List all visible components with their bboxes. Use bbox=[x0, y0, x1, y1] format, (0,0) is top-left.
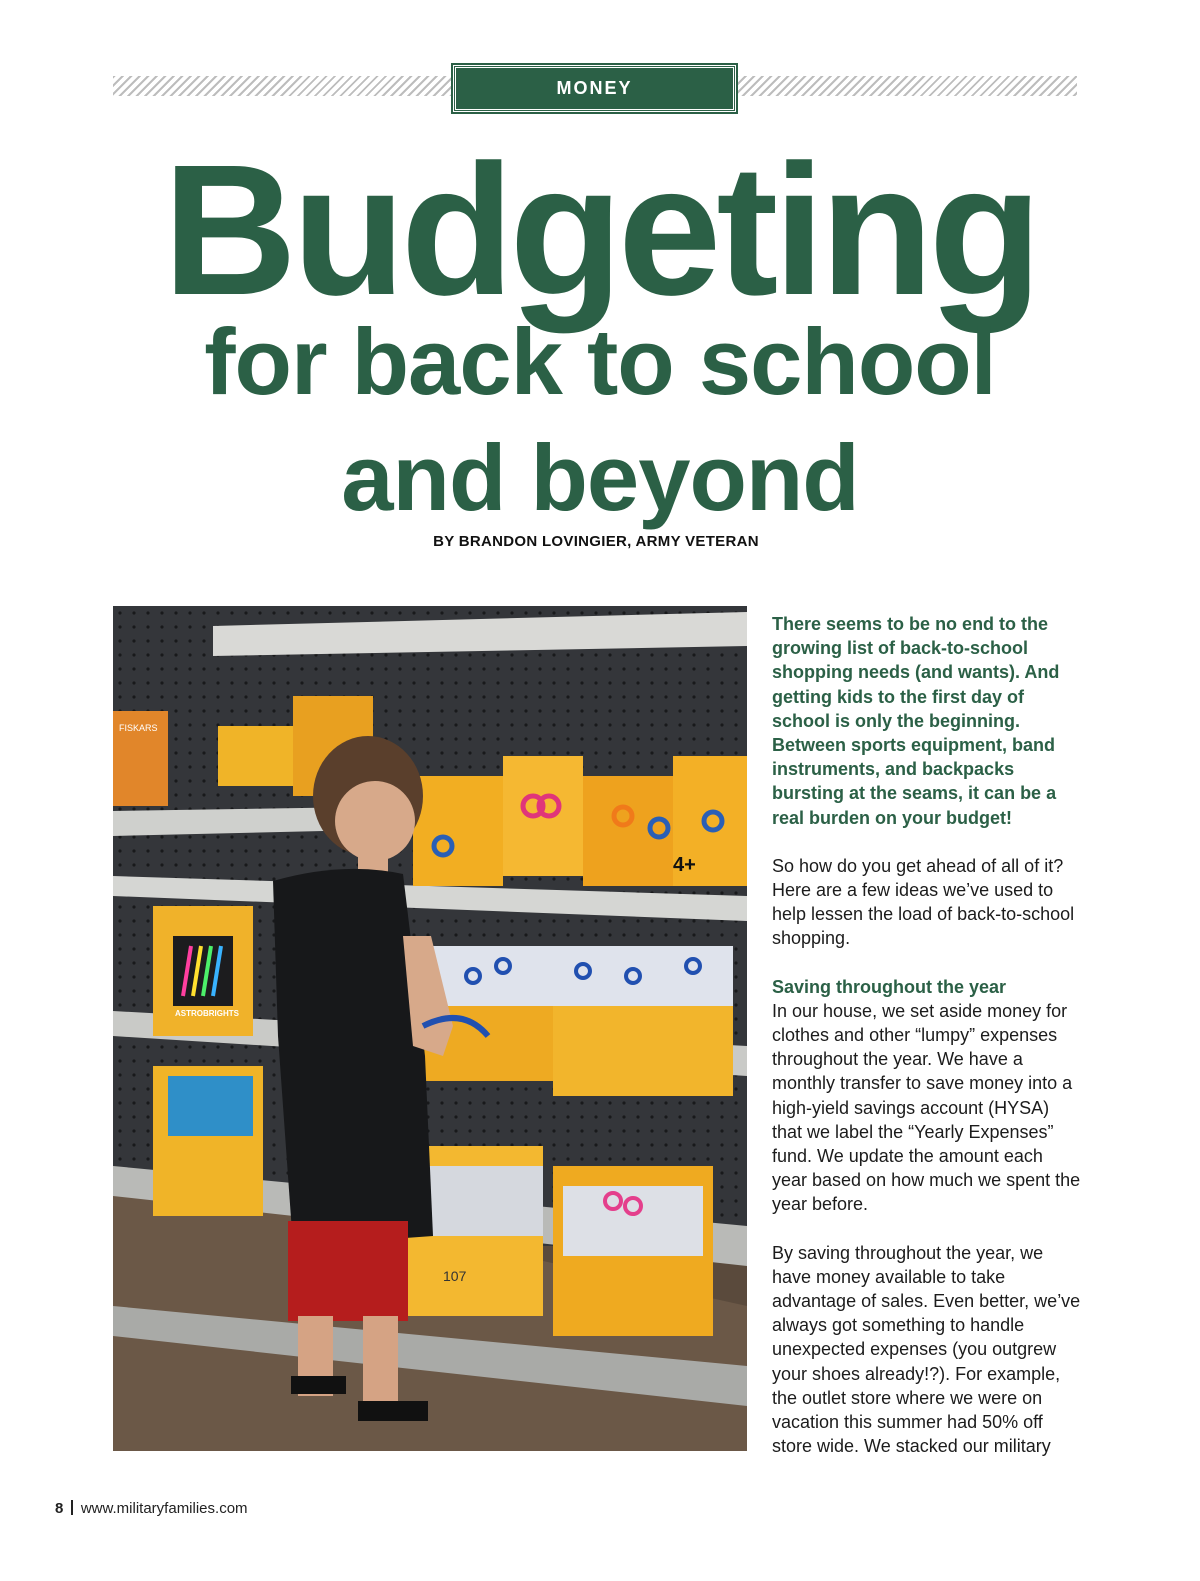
photo-crayon-label: ASTROBRIGHTS bbox=[175, 1009, 239, 1018]
article-paragraph-3: By saving throughout the year, we have money available to take advantage of sales. Even better, we’ve always got something to handle unexpected expenses (you outgrew your shoes already!?). For example, the outlet store where we were on vacation this summer had 50% off store wide. We stacked our military bbox=[772, 1242, 1081, 1457]
photo-age-label: 4+ bbox=[673, 854, 696, 876]
photo-aisle-label: 107 bbox=[443, 1268, 467, 1284]
headline-line-2: for back to school bbox=[204, 309, 996, 414]
section-tag: MONEY bbox=[453, 65, 736, 112]
article-photo bbox=[113, 606, 747, 1451]
article-paragraph-2: In our house, we set aside money for clothes and other “lumpy” expenses throughout the year. We have a monthly transfer to save money into a high-yield savings account (HYSA) that we label the “Yearly Expenses” fund. We update the amount each year based on how much we spent the year before. bbox=[772, 1000, 1081, 1215]
headline-line-3: and beyond bbox=[341, 425, 859, 530]
headline: Budgeting bbox=[162, 127, 1038, 334]
footer-divider bbox=[71, 1500, 73, 1515]
article-lead: There seems to be no end to the growing list of back-to-school shopping needs (and wants). And getting kids to the first day of school is only the beginning. Between sports equipment, band instruments, and backpacks bursting at the seams, it can be a real burden on your budget! bbox=[772, 614, 1060, 828]
article-paragraph-1: So how do you get ahead of all of it? Here are a few ideas we’ve used to help lessen the load of back-to-school shopping. bbox=[772, 855, 1075, 949]
hatch-rule-right bbox=[736, 76, 1077, 96]
article-body bbox=[772, 612, 1082, 1483]
hatch-rule-left bbox=[113, 76, 453, 96]
photo-brand-label: FISKARS bbox=[119, 723, 158, 733]
page-number: 8 bbox=[55, 1500, 64, 1517]
article-subhead: Saving throughout the year bbox=[772, 976, 1007, 997]
footer-url[interactable]: www.militaryfamilies.com bbox=[80, 1500, 248, 1517]
page-footer bbox=[55, 1500, 248, 1517]
byline: BY BRANDON LOVINGIER, ARMY VETERAN bbox=[433, 533, 759, 550]
